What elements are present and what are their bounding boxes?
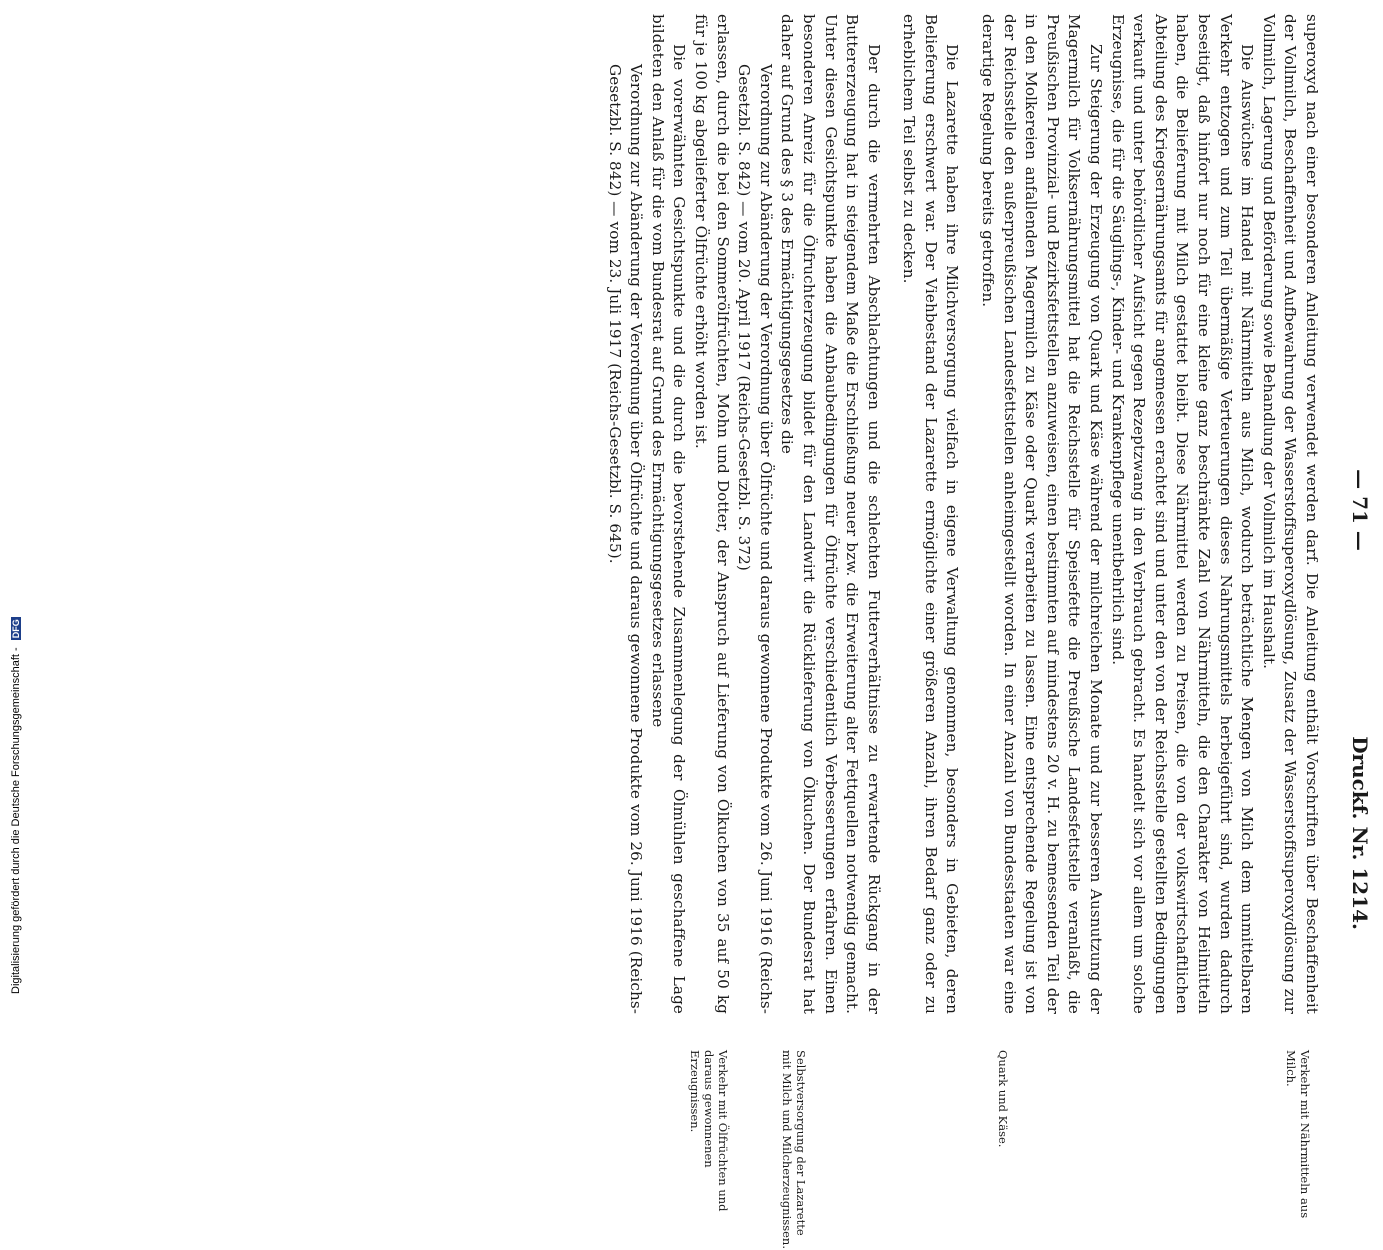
paragraph: Zur Steigerung der Erzeugung von Quark und Käse während der milchreichen Monate und zur besseren Ausnutzung der Magermilch für Volksernährungsmittel hat die Reichsstelle für Speisefette die Preußische Landesfettstelle veranlaßt, die Preußischen Provinzial- und Bezirksfettstellen anzuweisen, einen bestimmten auf mindestens 20 v. H. zu bemessenden Teil der in den Molkereien anfallenden Magermilch zu Käse oder Quark verarbeiten zu lassen. Eine entsprechende Regelung ist von der Reichsstelle den außerpreußischen Landesfettstellen anheimgestellt worden. In einer Anzahl von Bundesstaaten war eine derartige Regelung bereits getroffen. bbox=[979, 14, 1106, 1014]
page-header bbox=[1332, 60, 1372, 960]
paragraph: Die Auswüchse im Handel mit Nährmitteln aus Milch, wodurch beträchtliche Mengen von Milch dem unmittelbaren Verkehr entzogen und zum Teil übermäßige Verteuerungen dieses Nahrungsmittels herbeigeführt sind, wurden dadurch beseitigt, daß hinfort nur noch für eine kleine ganz beschränkte Zahl von Nährmitteln, die den Charakter von Heilmitteln haben, die Belieferung mit Milch gestattet bleibt. Diese Nährmittel werden zu Preisen, die von der volkswirtschaftlichen Abteilung des Kriegsernährungsamts für angemessen erachtet sind und unter den von der Reichsstelle gestellten Bedingungen verkauft und unter behördlicher Aufsicht gegen Rezeptzwang in den Verbrauch gebracht. Es handelt sich vor allem um solche Erzeugnisse, die für die Säuglings-, Kinder- und Krankenpflege unentbehrlich sind. bbox=[1108, 14, 1257, 1014]
ordinance-citation: Verordnung zur Abänderung der Verordnung über Ölfrüchte und daraus gewonnene Produkte vom 26. Juni 1916 (Reichs-Gesetzbl. S. 842) — vom 23. Juli 1917 (Reichs-Gesetzbl. S. 645). bbox=[605, 64, 646, 1014]
page-number: — 71 — bbox=[1348, 469, 1372, 551]
paragraph: Die vorerwähnten Gesichtspunkte und die durch die bevorstehende Zusammenlegung der Ölmühlen geschaffene Lage bildeten den Anlaß für die vom Bundesrat auf Grund des Ermächtigungsgesetzes erlassene bbox=[648, 14, 689, 1014]
digitization-credit bbox=[6, 394, 26, 994]
body-text bbox=[202, 14, 1322, 1014]
paragraph: erlassen, durch die bei den Sommerölfrüchten, Mohn und Dotter, der Anspruch auf Lieferung von Ölkuchen von 35 auf 50 kg für je 100 kg abgelieferter Ölfrüchte erhöht worden ist. bbox=[691, 14, 732, 1014]
margin-note: Quark und Käse. bbox=[996, 1050, 1010, 1148]
ordinance-citation: Verordnung zur Abänderung der Verordnung über Ölfrüchte und daraus gewonnene Produkte vom 26. Juni 1916 (Reichs-Gesetzbl. S. 842) — vom 20. April 1917 (Reichs-Gesetzbl. S. 372) bbox=[735, 64, 775, 1014]
document-page bbox=[90, 0, 1380, 1249]
document-number: Druckf. Nr. 1214. bbox=[1348, 736, 1372, 930]
margin-note: Verkehr mit Nährmitteln aus Milch. bbox=[1284, 1050, 1312, 1219]
credit-text: Digitalisierung gefördert durch die Deutsche Forschungsgemeinschaft - bbox=[10, 647, 22, 994]
margin-note: Verkehr mit Ölfrüchten und daraus gewonnenen Erzeugnissen. bbox=[688, 1050, 730, 1212]
paragraph: Die Lazarette haben ihre Milchversorgung vielfach in eigene Verwaltung genommen, besonders in Gebieten, deren Belieferung erschwert war. Der Viehbestand der Lazarette ermöglichte einer größeren Anzahl, ihren Bedarf ganz oder zu erheblichem Teil selbst zu decken. bbox=[900, 14, 962, 1014]
paragraph: Der durch die vermehrten Abschlachtungen und die schlechten Futterverhältnisse zu erwartende Rückgang in der Buttererzeugung hat in steigendem Maße die Erschließung neuer bzw. die Erweiterung alter Fettquellen notwendig gemacht. Unter diesen Gesichtspunkte haben die Anbaubedingungen für Ölfrüchte verschiedentlich Verbesserungen erfahren. Einen besonderen Anreiz für die Ölfruchterzeugung bildet für den Landwirt die Rücklieferung von Ölkuchen. Der Bundesrat hat daher auf Grund des § 3 des Ermächtigungsgesetzes die bbox=[778, 14, 883, 1014]
margin-note: Selbstversorgung der Lazarette mit Milch und Milcherzeugnissen. bbox=[780, 1050, 808, 1249]
paragraph: superoxyd nach einer besonderen Anleitung verwendet werden darf. Die Anleitung enthält Vorschriften über Beschaffenheit der Vollmilch, Beschaffenheit und Aufbewahrung der Wasserstoffsuperoxydlösung, Zusatz der Wasserstoffsuperoxydlösung zur Vollmilch, Lagerung und Beförderung sowie Behandlung der Vollmilch im Haushalt. bbox=[1259, 14, 1321, 1014]
dfg-logo: DFG bbox=[11, 619, 21, 639]
